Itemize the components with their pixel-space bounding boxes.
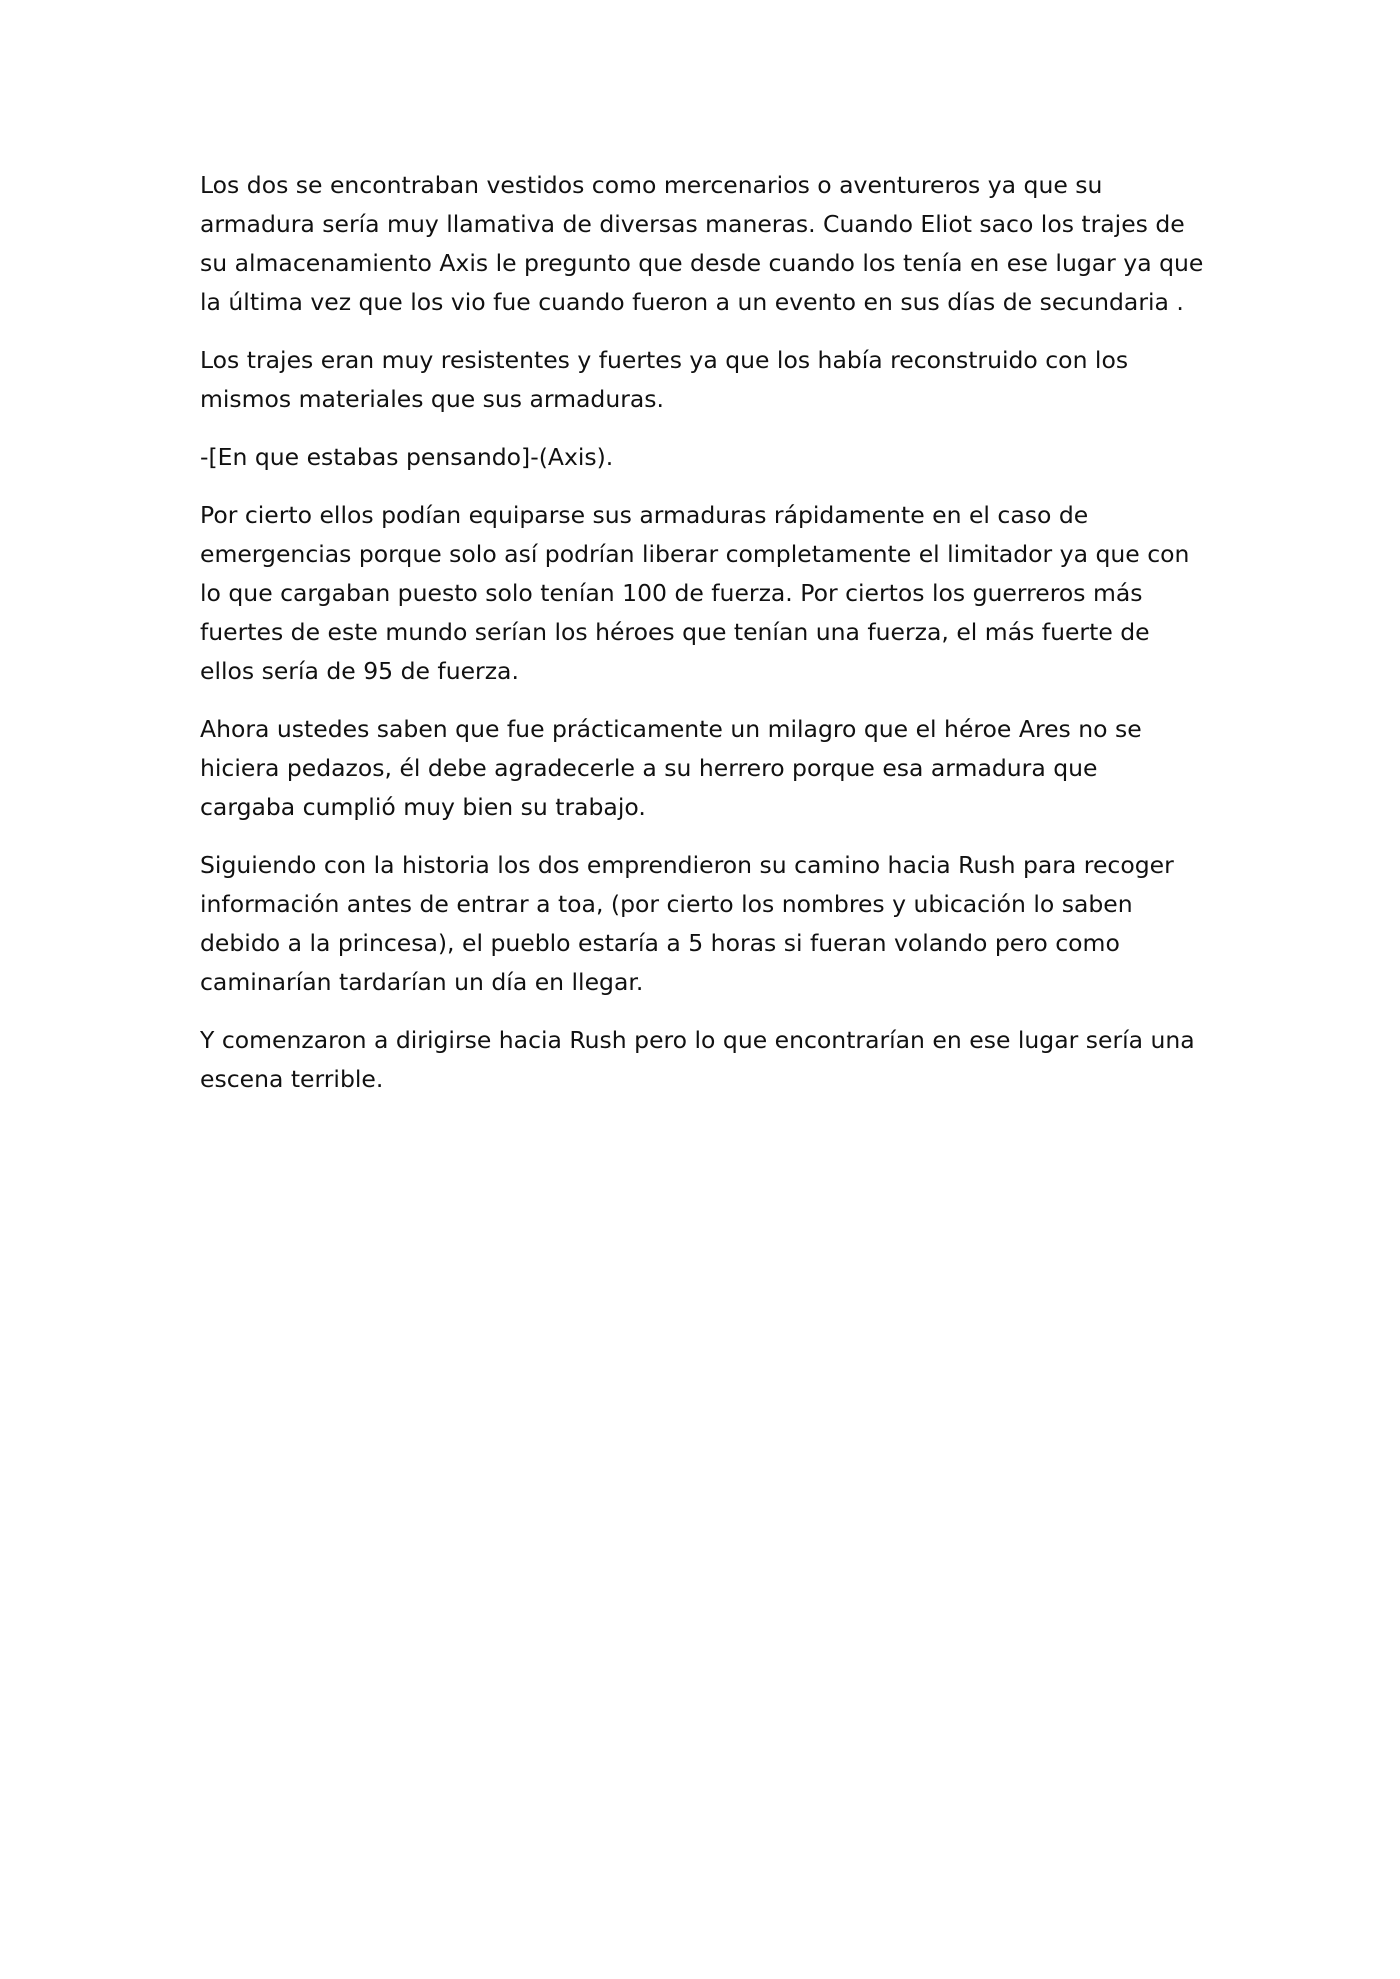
text-line: Siguiendo con la historia los dos emprendieron su camino hacia Rush para recoger	[200, 851, 1174, 879]
paragraph	[200, 166, 1210, 322]
text-line: su almacenamiento Axis le pregunto que desde cuando los tenía en ese lugar ya que	[200, 249, 1204, 277]
text-line: ellos sería de 95 de fuerza.	[200, 657, 519, 685]
text-line: Los trajes eran muy resistentes y fuertes ya que los había reconstruido con los	[200, 346, 1129, 374]
text-line: armadura sería muy llamativa de diversas maneras. Cuando Eliot saco los trajes de	[200, 210, 1185, 238]
text-line: caminarían tardarían un día en llegar.	[200, 968, 644, 996]
paragraph	[200, 341, 1210, 419]
text-line: lo que cargaban puesto solo tenían 100 de fuerza. Por ciertos los guerreros más	[200, 579, 1143, 607]
text-line: emergencias porque solo así podrían liberar completamente el limitador ya que con	[200, 540, 1190, 568]
paragraph	[200, 438, 1210, 477]
document-body	[200, 166, 1210, 1118]
text-line: hiciera pedazos, él debe agradecerle a su herrero porque esa armadura que	[200, 754, 1098, 782]
text-line: Y comenzaron a dirigirse hacia Rush pero lo que encontrarían en ese lugar sería una	[200, 1026, 1195, 1054]
text-line: cargaba cumplió muy bien su trabajo.	[200, 793, 646, 821]
text-line: escena terrible.	[200, 1065, 384, 1093]
text-line: Por cierto ellos podían equiparse sus armaduras rápidamente en el caso de	[200, 501, 1089, 529]
text-line: fuertes de este mundo serían los héroes que tenían una fuerza, el más fuerte de	[200, 618, 1150, 646]
text-line: Los dos se encontraban vestidos como mercenarios o aventureros ya que su	[200, 171, 1103, 199]
text-line: la última vez que los vio fue cuando fueron a un evento en sus días de secundaria .	[200, 288, 1184, 316]
text-line: mismos materiales que sus armaduras.	[200, 385, 665, 413]
text-line: debido a la princesa), el pueblo estaría a 5 horas si fueran volando pero como	[200, 929, 1120, 957]
text-line: Ahora ustedes saben que fue prácticamente un milagro que el héroe Ares no se	[200, 715, 1142, 743]
paragraph	[200, 496, 1210, 691]
paragraph	[200, 710, 1210, 827]
text-line: información antes de entrar a toa, (por cierto los nombres y ubicación lo saben	[200, 890, 1133, 918]
text-line: -[En que estabas pensando]-(Axis).	[200, 443, 614, 471]
paragraph	[200, 1021, 1210, 1099]
paragraph	[200, 846, 1210, 1002]
